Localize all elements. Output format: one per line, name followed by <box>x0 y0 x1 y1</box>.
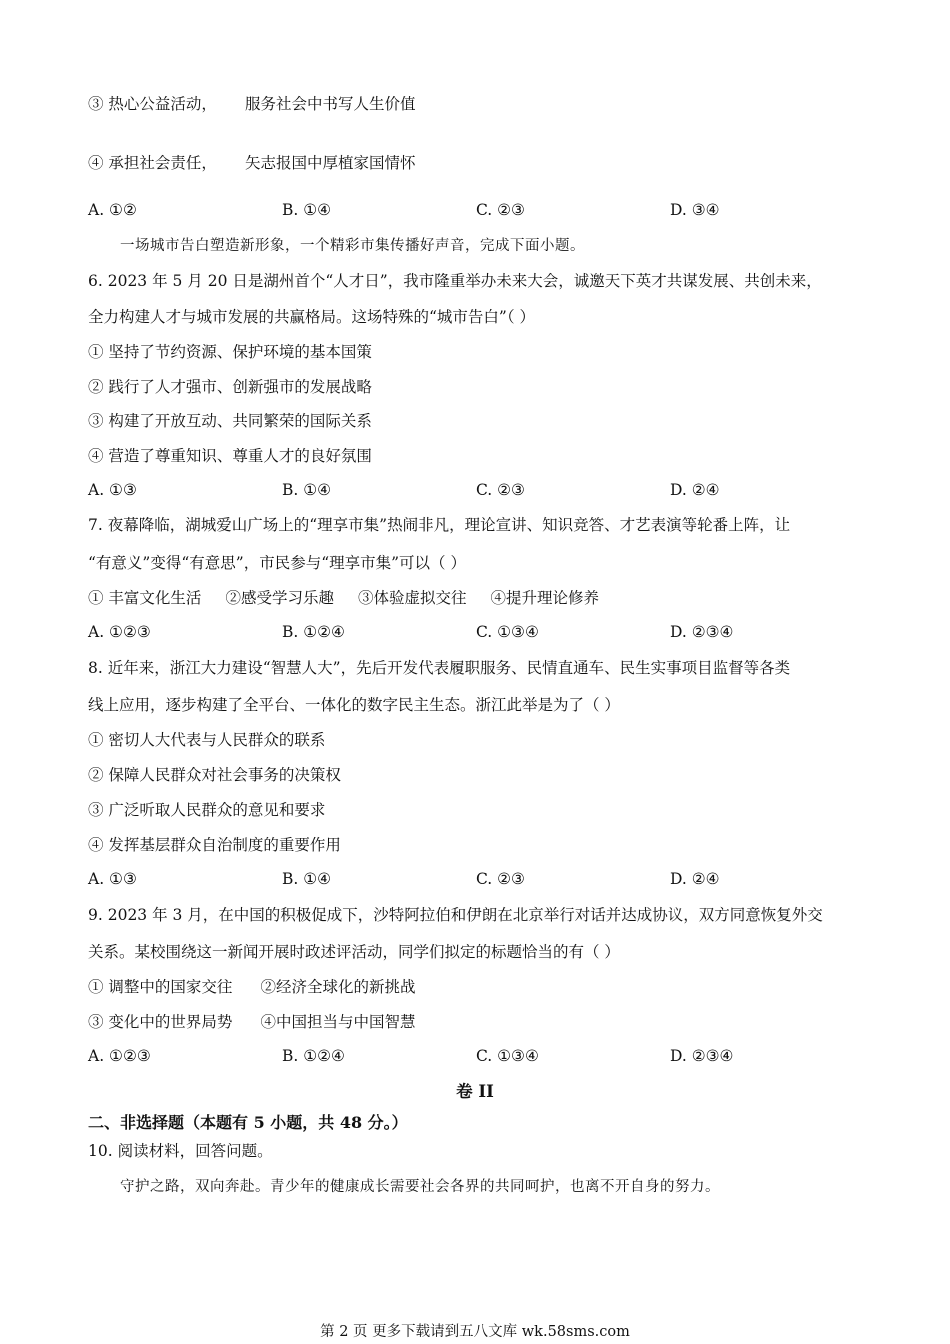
q7-stem-line-1: 7. 夜幕降临，湖城爱山广场上的“理享市集”热闹非凡，理论宣讲、知识竞答、才艺表演等轮番上阵，让 <box>88 516 791 534</box>
q6-option-a[interactable]: A. ①③ <box>88 481 137 499</box>
q6-item-1: ① 坚持了节约资源、保护环境的基本国策 <box>88 343 372 361</box>
q6-option-b[interactable]: B. ①④ <box>282 481 332 499</box>
q6-stem-line-2: 全力构建人才与城市发展的共赢格局。这场特殊的“城市告白”（ ） <box>88 308 536 326</box>
q9-option-d[interactable]: D. ②③④ <box>670 1047 734 1065</box>
q5-option-a[interactable]: A. ①② <box>88 201 137 219</box>
q10-material: 守护之路，双向奔赴。青少年的健康成长需要社会各界的共同呵护，也离不开自身的努力。 <box>120 1179 720 1195</box>
q7-item-2: ②感受学习乐趣 <box>225 589 334 607</box>
q7-stem-line-2: “有意义”变得“有意思”，市民参与“理享市集”可以（ ） <box>88 554 466 572</box>
q7-item-1: ① 丰富文化生活 <box>88 589 202 607</box>
q5-item-4: ④ 承担社会责任， 矢志报国中厚植家国情怀 <box>88 154 416 172</box>
q5-option-c[interactable]: C. ②③ <box>476 201 525 219</box>
q6-item-3: ③ 构建了开放互动、共同繁荣的国际关系 <box>88 412 372 430</box>
q9-option-a[interactable]: A. ①②③ <box>88 1047 151 1065</box>
q5-option-d[interactable]: D. ③④ <box>670 201 720 219</box>
q7-option-c[interactable]: C. ①③④ <box>476 623 539 641</box>
q8-item-4: ④ 发挥基层群众自治制度的重要作用 <box>88 836 341 854</box>
q8-option-b[interactable]: B. ①④ <box>282 870 332 888</box>
q9-item-2: ②经济全球化的新挑战 <box>260 978 416 996</box>
q6-option-d[interactable]: D. ②④ <box>670 481 720 499</box>
q6-item-4: ④ 营造了尊重知识、尊重人才的良好氛围 <box>88 447 372 465</box>
q5-item-3: ③ 热心公益活动， 服务社会中书写人生价值 <box>88 95 416 113</box>
section-heading: 二、非选择题（本题有 5 小题，共 48 分。） <box>88 1113 408 1132</box>
q8-option-a[interactable]: A. ①③ <box>88 870 137 888</box>
q6-item-2: ② 践行了人才强市、创新强市的发展战略 <box>88 378 372 396</box>
intro-q6-q7: 一场城市告白塑造新形象，一个精彩市集传播好声音，完成下面小题。 <box>120 238 585 254</box>
q8-stem-line-1: 8. 近年来，浙江大力建设“智慧人大”，先后开发代表履职服务、民情直通车、民生实事项目监督等各类 <box>88 659 791 677</box>
q9-item-1: ① 调整中的国家交往 <box>88 978 233 996</box>
q10-stem: 10. 阅读材料，回答问题。 <box>88 1142 273 1160</box>
volume-title: 卷 II <box>456 1082 494 1101</box>
q8-stem-line-2: 线上应用，逐步构建了全平台、一体化的数字民主生态。浙江此举是为了（ ） <box>88 696 620 714</box>
page-footer: 第 2 页 更多下载请到五八文库 wk.58sms.com <box>320 1324 630 1340</box>
q7-option-b[interactable]: B. ①②④ <box>282 623 345 641</box>
q9-items-row-1 <box>88 977 415 997</box>
q7-option-d[interactable]: D. ②③④ <box>670 623 734 641</box>
q5-option-b[interactable]: B. ①④ <box>282 201 332 219</box>
q8-item-1: ① 密切人大代表与人民群众的联系 <box>88 731 326 749</box>
q9-item-4: ④中国担当与中国智慧 <box>260 1013 416 1031</box>
q7-item-3: ③体验虚拟交往 <box>357 589 467 607</box>
q8-item-2: ② 保障人民群众对社会事务的决策权 <box>88 766 341 784</box>
q8-option-d[interactable]: D. ②④ <box>670 870 720 888</box>
q9-option-b[interactable]: B. ①②④ <box>282 1047 345 1065</box>
q6-stem-line-1: 6. 2023 年 5 月 20 日是湖州首个“人才日”，我市隆重举办未来大会，诚邀天下英才共谋发展、共创未来， <box>88 272 822 290</box>
q9-stem-line-1: 9. 2023 年 3 月，在中国的积极促成下，沙特阿拉伯和伊朗在北京举行对话并达成协议，双方同意恢复外交 <box>88 906 823 924</box>
q7-items <box>88 588 599 608</box>
q7-option-a[interactable]: A. ①②③ <box>88 623 151 641</box>
q8-option-c[interactable]: C. ②③ <box>476 870 525 888</box>
q9-stem-line-2: 关系。某校围绕这一新闻开展时政述评活动，同学们拟定的标题恰当的有（ ） <box>88 943 620 961</box>
q6-option-c[interactable]: C. ②③ <box>476 481 525 499</box>
q8-item-3: ③ 广泛听取人民群众的意见和要求 <box>88 801 326 819</box>
q9-item-3: ③ 变化中的世界局势 <box>88 1013 233 1031</box>
q9-items-row-2 <box>88 1012 415 1032</box>
q7-item-4: ④提升理论修养 <box>490 589 599 607</box>
q9-option-c[interactable]: C. ①③④ <box>476 1047 539 1065</box>
